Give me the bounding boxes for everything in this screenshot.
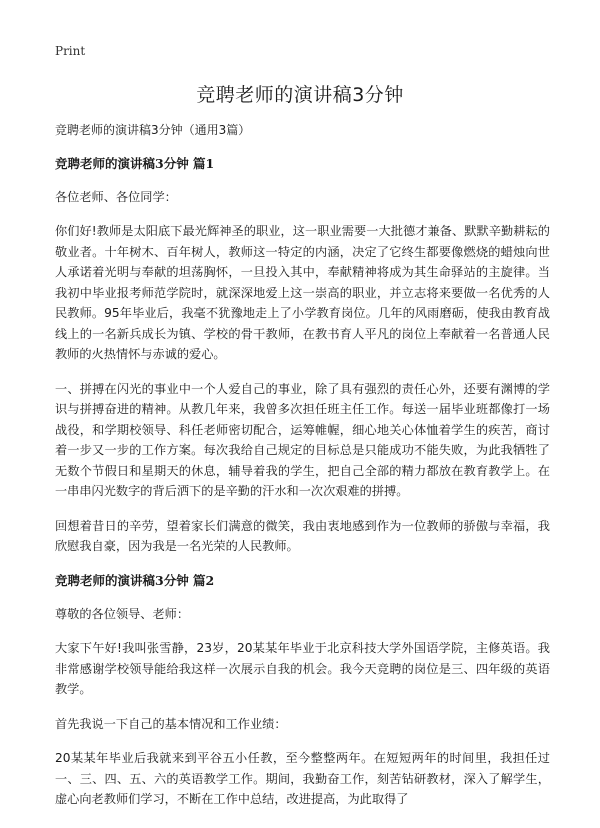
section-2-greeting: 尊敬的各位领导、老师： xyxy=(55,606,190,621)
section-1-greeting: 各位老师、各位同学： xyxy=(55,189,177,204)
article-subtitle: 竞聘老师的演讲稿3分钟（通用3篇） xyxy=(55,123,251,137)
section-2-paragraph: 大家下午好!我叫张雪静，23岁，20某某年毕业于北京科技大学外国语学院，主修英语。我非常感谢学校领导能给我这样一次展示自我的机会。我今天竞聘的岗位是三、四年级的英语教学。 xyxy=(55,641,550,696)
print-link[interactable]: Print xyxy=(55,44,86,58)
article-body xyxy=(55,120,550,824)
section-heading-1: 竞聘老师的演讲稿3分钟 篇1 xyxy=(55,155,215,171)
section-1-paragraph: 一、拼搏在闪光的事业中一个人爱自己的事业，除了具有强烈的责任心外，还要有渊博的学识与拼搏奋进的精神。从教几年来，我曾多次担任班主任工作。每送一届毕业班都像打一场战役，和学期校领导、科任老师密切配合，运筹帷幄，细心地关心体恤着学生的疾苦，商讨着一步又一步的工作方案。每次我给自己规定的目标总是只能成功不能失败，为此我牺牲了无数个节假日和星期天的休息，辅导着我的学生，把自己全部的精力都放在教育教学上。在一串串闪光数字的背后洒下的是辛勤的汗水和一次次艰难的拼搏。 xyxy=(55,381,550,498)
section-1-paragraph: 回想着昔日的辛劳，望着家长们满意的微笑，我由衷地感到作为一位教师的骄傲与幸福，我欣慰我自豪，因为我是一名光荣的人民教师。 xyxy=(55,518,550,553)
section-heading-2: 竞聘老师的演讲稿3分钟 篇2 xyxy=(55,572,215,588)
section-1-paragraph: 你们好!教师是太阳底下最光辉神圣的职业，这一职业需要一大批德才兼备、默默辛勤耕耘的敬业者。十年树木、百年树人，教师这一特定的内涵，决定了它终生都要像燃烧的蜡烛向世人承诺着光明与奉献的坦荡胸怀，一旦投入其中，奉献精神将成为其生命驿站的主旋律。当我初中毕业报考师范学院时，就深深地爱上这一崇高的职业，并立志将来要做一名优秀的人民教师。95年毕业后，我毫不犹豫地走上了小学教育岗位。几年的风雨磨砺，使我由教育战线上的一名新兵成长为镇、学校的骨干教师，在教书育人平凡的岗位上奉献着一名普通人民教师的火热情怀与赤诚的爱心。 xyxy=(55,224,550,361)
page-title: 竞聘老师的演讲稿3分钟 xyxy=(196,84,404,106)
section-2-paragraph: 20某某年毕业后我就来到平谷五小任教，至今整整两年。在短短两年的时间里，我担任过一、三、四、五、六的英语教学工作。期间，我勤奋工作，刻苦钻研教材，深入了解学生，虚心向老教师们学习，不断在工作中总结，改进提高，为此取得了 xyxy=(55,751,550,806)
section-2-paragraph: 首先我说一下自己的基本情况和工作业绩： xyxy=(55,716,287,731)
